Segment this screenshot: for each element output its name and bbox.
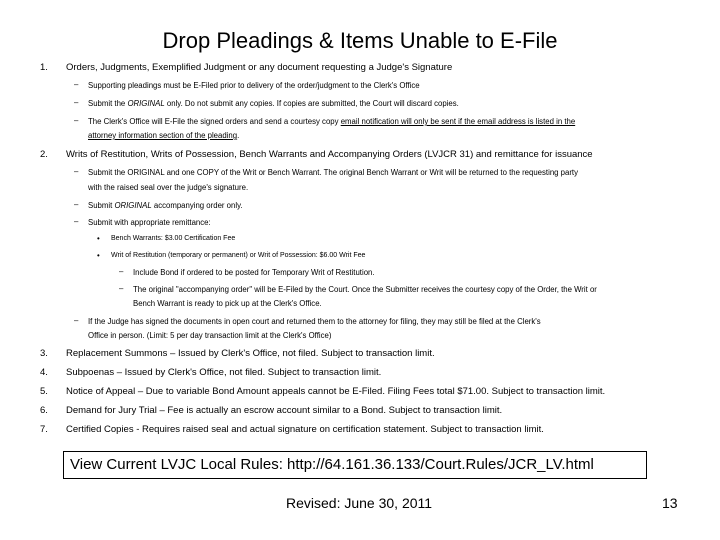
text-run: Submit the [88, 99, 128, 108]
sub-item-text: Submit the ORIGINAL and one COPY of the Writ or Bench Warrant. The original Bench Warrant or Writ will be returned to the requesting party [88, 168, 578, 177]
item-text: Writs of Restitution, Writs of Possession, Bench Warrants and Accompanying Orders (LVJCR 31) and remittance for issuance [66, 149, 593, 160]
sub-sub-item-text-continued: Bench Warrant is ready to pick up at the Clerk's Office. [133, 299, 322, 308]
sub-item-text-continued: with the raised seal over the judge's signature. [88, 183, 249, 192]
dash-marker: – [74, 98, 79, 107]
item-number: 7. [40, 424, 48, 435]
local-rules-link-box[interactable] [63, 451, 647, 479]
item-text: Subpoenas – Issued by Clerk's Office, not filed. Subject to transaction limit. [66, 367, 382, 378]
sub-sub-item-text: Include Bond if ordered to be posted for Temporary Writ of Restitution. [133, 268, 375, 277]
sub-item-text: Submit with appropriate remittance: [88, 218, 211, 227]
underlined-text: attorney information section of the pleading [88, 131, 238, 140]
page-number: 13 [662, 495, 678, 511]
bullet-marker: • [97, 234, 100, 243]
dash-marker: – [74, 316, 79, 325]
item-text: Demand for Jury Trial – Fee is actually an escrow account similar to a Bond. Subject to transaction limit. [66, 405, 503, 416]
text-run: accompanying order only. [151, 201, 243, 210]
sub-item-text-continued [88, 131, 239, 140]
emphasis-text: ORIGINAL [127, 99, 165, 108]
bullet-marker: • [97, 251, 100, 260]
item-text: Certified Copies - Requires raised seal and actual signature on certification statement. Subject to transaction limit. [66, 424, 544, 435]
item-number: 2. [40, 149, 48, 160]
dash-marker: – [74, 116, 79, 125]
item-text: Replacement Summons – Issued by Clerk's Office, not filed. Subject to transaction limit. [66, 348, 435, 359]
dash-marker: – [74, 217, 79, 226]
revised-date: Revised: June 30, 2011 [286, 495, 433, 511]
item-number: 1. [40, 62, 48, 73]
dash-marker: – [119, 284, 124, 293]
text-run: only. Do not submit any copies. If copies are submitted, the Court will discard copies. [164, 99, 459, 108]
sub-item-text [88, 99, 459, 108]
sub-item-text [88, 117, 575, 126]
underlined-text: email notification will only be sent if the email address is listed in the [340, 117, 576, 126]
dash-marker: – [74, 200, 79, 209]
sub-item-text-continued: Office in person. (Limit: 5 per day transaction limit at the Clerk's Office) [88, 331, 332, 340]
item-number: 5. [40, 386, 48, 397]
text-run: The Clerk's Office will E-File the signed orders and send a courtesy copy [88, 117, 341, 126]
item-text: Notice of Appeal – Due to variable Bond Amount appeals cannot be E-Filed. Filing Fees total $71.00. Subject to transaction limit. [66, 386, 606, 397]
bullet-text: Bench Warrants: $3.00 Certification Fee [111, 235, 236, 242]
dash-marker: – [74, 80, 79, 89]
item-number: 4. [40, 367, 48, 378]
sub-item-text [88, 201, 243, 210]
text-run: Submit [88, 201, 115, 210]
sub-item-text: Supporting pleadings must be E-Filed prior to delivery of the order/judgment to the Clerk's Office [88, 81, 420, 90]
item-number: 3. [40, 348, 48, 359]
dash-marker: – [119, 267, 124, 276]
dash-marker: – [74, 167, 79, 176]
text-run: . [237, 131, 240, 140]
page-title: Drop Pleadings & Items Unable to E-File [162, 28, 558, 53]
emphasis-text: ORIGINAL [114, 201, 152, 210]
item-number: 6. [40, 405, 48, 416]
sub-sub-item-text: The original "accompanying order" will be E-Filed by the Court. Once the Submitter receives the courtesy copy of the Order, the Writ or [133, 285, 597, 294]
item-text: Orders, Judgments, Exemplified Judgment or any document requesting a Judge's Signature [66, 62, 453, 73]
sub-item-text: If the Judge has signed the documents in open court and returned them to the attorney for filing, they may still be filed at the Clerk's [88, 317, 541, 326]
local-rules-link[interactable]: View Current LVJC Local Rules: http://64.161.36.133/Court.Rules/JCR_LV.html [70, 456, 594, 473]
bullet-text: Writ of Restitution (temporary or permanent) or Writ of Possession: $6.00 Writ Fee [111, 252, 366, 259]
